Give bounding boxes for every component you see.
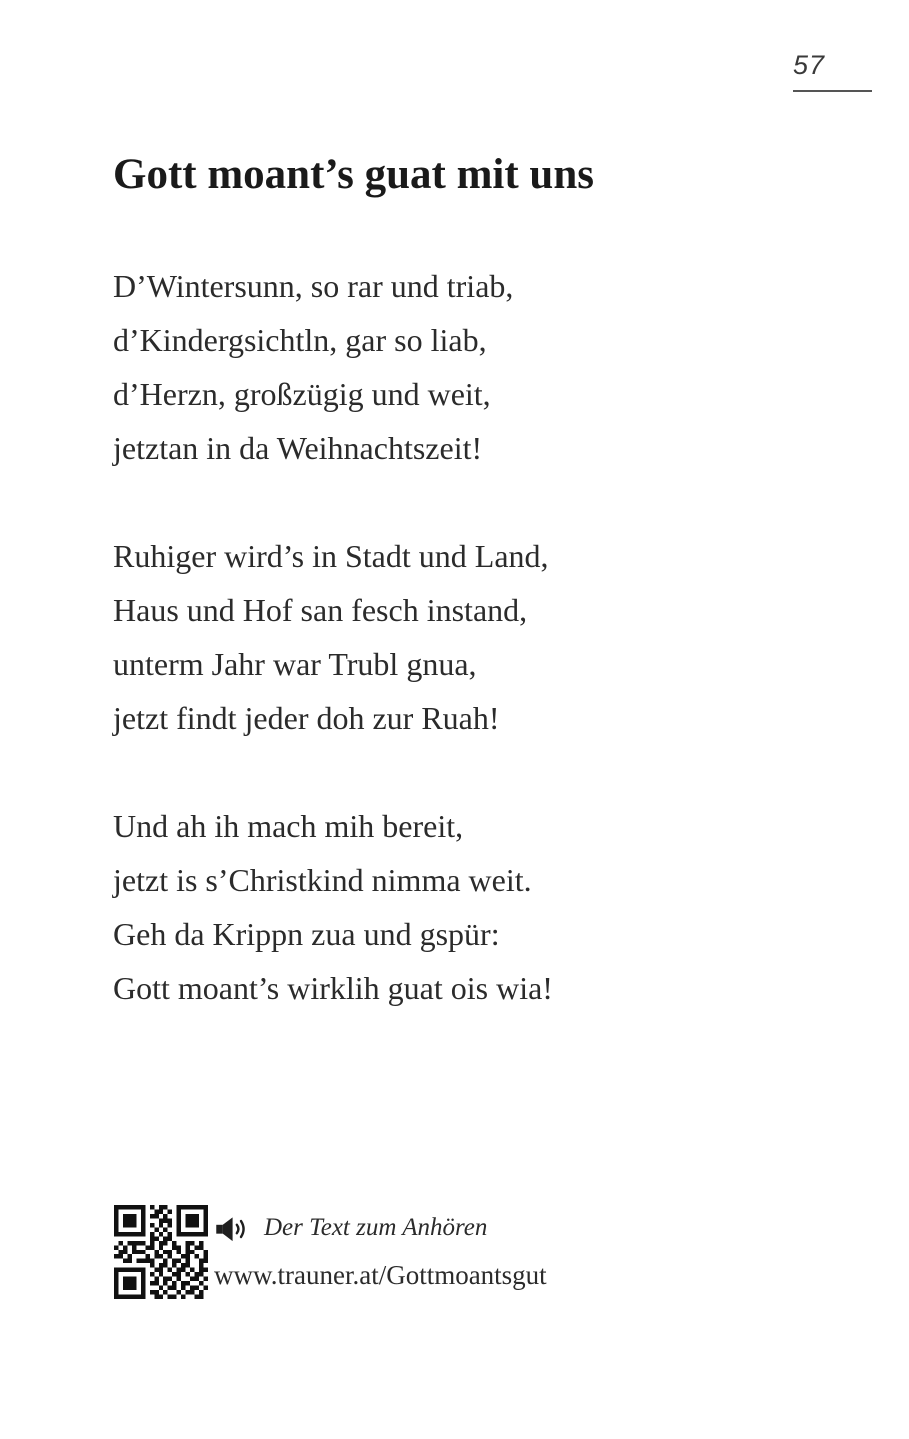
poem-line: Ruhiger wird’s in Stadt und Land, [113,538,549,574]
poem-body [113,259,793,1015]
speaker-icon [215,1215,253,1243]
poem-line: Gott moant’s wirklih guat ois wia! [113,970,553,1006]
poem-title: Gott moant’s guat mit uns [113,151,594,198]
audio-caption: Der Text zum Anhören [264,1214,488,1241]
poem-line: Geh da Krippn zua und gspür: [113,916,500,952]
poem-line: Und ah ih mach mih bereit, [113,808,464,844]
qr-code-icon [114,1205,208,1299]
poem-line: unterm Jahr war Trubl gnua, [113,646,477,682]
page-number: 57 [793,50,826,80]
poem-line: D’Wintersunn, so rar und triab, [113,268,514,304]
stanza-2 [113,529,793,745]
poem-line: d’Herzn, großzügig und weit, [113,376,491,412]
audio-url: www.trauner.at/Gottmoantsgut [214,1260,547,1290]
poem-line: jetztan in da Weihnachtszeit! [113,430,483,466]
poem-line: jetzt is s’Christkind nimma weit. [113,862,532,898]
stanza-1 [113,259,793,475]
stanza-3 [113,799,793,1015]
page-number-rule [793,90,872,92]
poem-line: d’Kindergsichtln, gar so liab, [113,322,487,358]
poem-line: jetzt findt jeder doh zur Ruah! [113,700,500,736]
poem-line: Haus und Hof san fesch instand, [113,592,528,628]
